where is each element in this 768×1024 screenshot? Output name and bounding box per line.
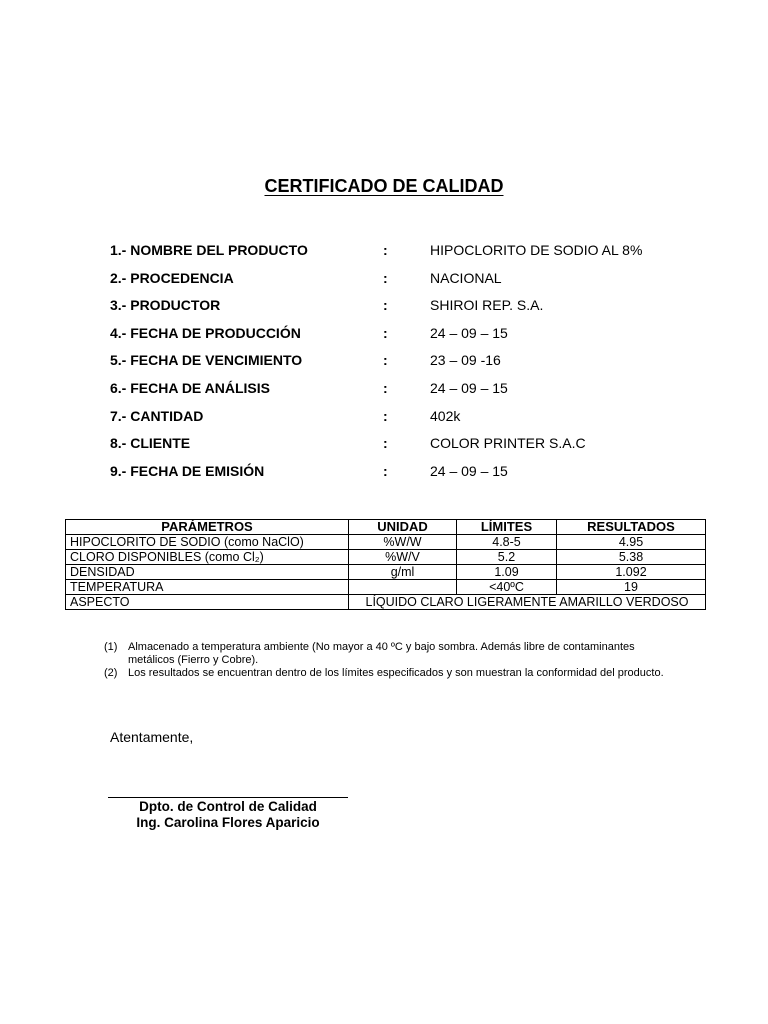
signature-department: Dpto. de Control de Calidad (139, 799, 317, 814)
cell-parameter: HIPOCLORITO DE SODIO (como NaClO) (66, 535, 349, 550)
cell-result: 4.95 (557, 535, 706, 550)
info-colon: : (383, 462, 388, 479)
info-value: HIPOCLORITO DE SODIO AL 8% (430, 242, 643, 258)
info-colon: : (383, 269, 388, 286)
cell-aspect-value: LÍQUIDO CLARO LIGERAMENTE AMARILLO VERDOSO (349, 595, 706, 610)
info-label: 7.- CANTIDAD (110, 407, 204, 424)
info-label: 6.- FECHA DE ANÁLISIS (110, 379, 270, 396)
info-colon: : (383, 297, 388, 314)
cell-parameter: CLORO DISPONIBLES (como Cl₂) (66, 550, 349, 565)
certificate-title: CERTIFICADO DE CALIDAD (264, 176, 504, 196)
cell-unit: %W/V (349, 550, 457, 565)
info-colon: : (383, 435, 388, 452)
table-header-row (66, 520, 706, 535)
table-row (66, 565, 706, 580)
info-label: 1.- NOMBRE DEL PRODUCTO (110, 242, 308, 258)
header-parameters: PARÁMETROS (66, 520, 349, 535)
info-row-quantity (110, 406, 710, 434)
info-colon: : (383, 324, 388, 341)
footnote-text: Los resultados se encuentran dentro de los límites especificados y son muestran la conformidad del producto. (128, 667, 664, 679)
info-row-issue-date (110, 461, 710, 489)
info-value: 23 – 09 -16 (430, 352, 501, 369)
info-label: 9.- FECHA DE EMISIÓN (110, 462, 265, 479)
info-value: 402k (430, 407, 461, 424)
cell-result: 19 (557, 580, 706, 595)
footnote-number: (2) (104, 667, 118, 679)
info-row-client (110, 433, 710, 461)
info-label: 5.- FECHA DE VENCIMIENTO (110, 352, 303, 369)
cell-unit: %W/W (349, 535, 457, 550)
info-label: 2.- PROCEDENCIA (110, 269, 234, 286)
signature-name: Ing. Carolina Flores Aparicio (136, 815, 320, 830)
header-unit: UNIDAD (349, 520, 457, 535)
info-label: 4.- FECHA DE PRODUCCIÓN (110, 324, 301, 341)
cell-limits: <40ºC (457, 580, 557, 595)
product-info-list (110, 240, 710, 488)
info-colon: : (383, 379, 388, 396)
footnote-number: (1) (104, 641, 118, 653)
table-row (66, 595, 706, 610)
signature-line (108, 797, 348, 798)
cell-result: 1.092 (557, 565, 706, 580)
info-row-producer (110, 295, 710, 323)
info-value: 24 – 09 – 15 (430, 379, 508, 396)
parameters-table (65, 519, 706, 610)
info-colon: : (383, 407, 388, 424)
cell-result: 5.38 (557, 550, 706, 565)
cell-unit (349, 580, 457, 595)
cell-parameter: DENSIDAD (66, 565, 349, 580)
info-row-production-date (110, 323, 710, 351)
cell-limits: 1.09 (457, 565, 557, 580)
cell-limits: 4.8-5 (457, 535, 557, 550)
cell-parameter: TEMPERATURA (66, 580, 349, 595)
signature-block (108, 799, 348, 831)
info-label: 8.- CLIENTE (110, 435, 191, 452)
cell-unit: g/ml (349, 565, 457, 580)
info-value: 24 – 09 – 15 (430, 462, 508, 479)
info-value: COLOR PRINTER S.A.C (430, 435, 586, 452)
cell-parameter: ASPECTO (66, 595, 349, 610)
header-limits: LÍMITES (457, 520, 557, 535)
footnote (104, 641, 664, 667)
info-row-product-name (110, 240, 710, 268)
cell-limits: 5.2 (457, 550, 557, 565)
header-results: RESULTADOS (557, 520, 706, 535)
footnote (104, 667, 664, 680)
table-row (66, 580, 706, 595)
closing-salutation: Atentamente, (110, 729, 194, 745)
info-value: SHIROI REP. S.A. (430, 297, 544, 314)
footnotes (104, 641, 664, 680)
info-colon: : (383, 242, 388, 258)
table-row (66, 550, 706, 565)
info-label: 3.- PRODUCTOR (110, 297, 221, 314)
info-value: 24 – 09 – 15 (430, 324, 508, 341)
info-value: NACIONAL (430, 269, 502, 286)
info-row-expiry-date (110, 350, 710, 378)
table-row (66, 535, 706, 550)
footnote-text: Almacenado a temperatura ambiente (No mayor a 40 ºC y bajo sombra. Además libre de contaminantes metálicos (Fierro y Cobre). (128, 641, 635, 666)
info-row-origin (110, 268, 710, 296)
info-colon: : (383, 352, 388, 369)
info-row-analysis-date (110, 378, 710, 406)
